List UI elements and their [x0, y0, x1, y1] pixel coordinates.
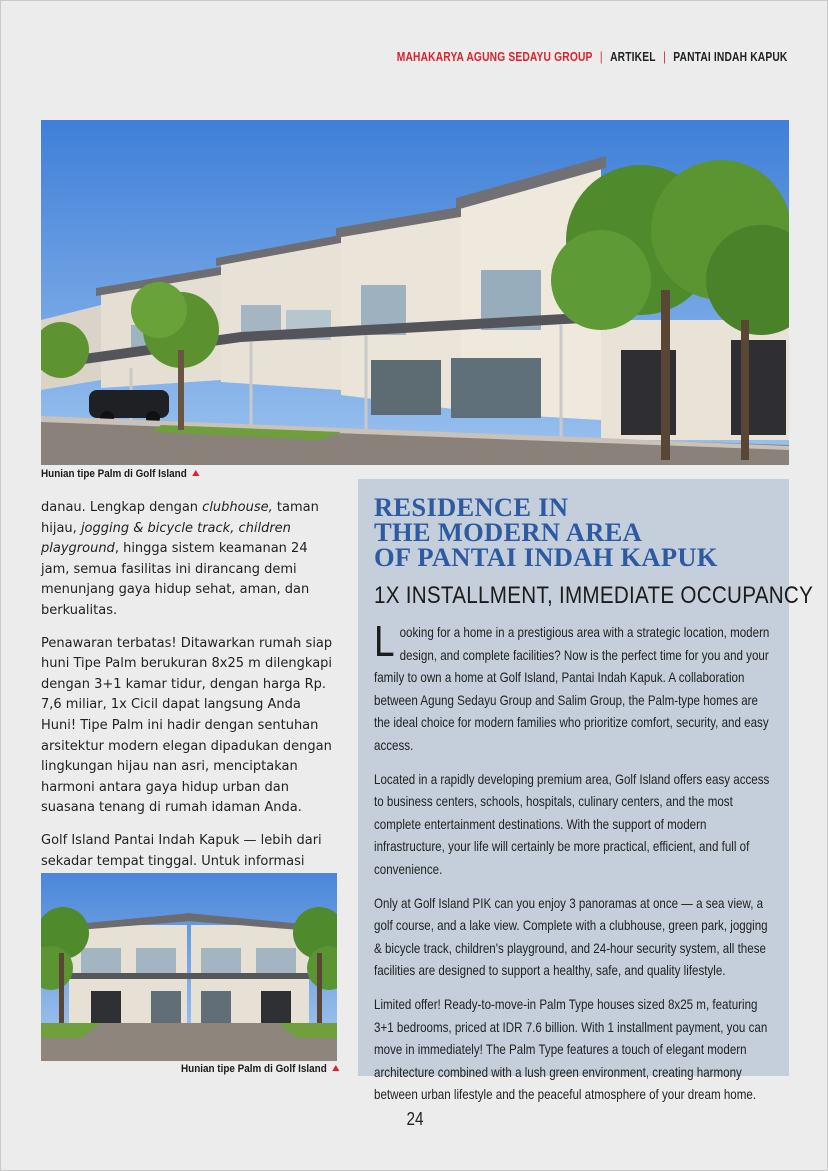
main-house-photo	[41, 120, 789, 465]
feature-paragraph-4: Limited offer! Ready-to-move-in Palm Type houses sized 8x25 m, featuring 3+1 bedrooms, priced at IDR 7.6 billion. With 1 installment payment, you can move in immediately! The Palm Type features a touch of elegant modern architecture combined with a lush green environment, creating harmony between urban lifestyle and the peaceful atmosphere of your dream home.	[374, 996, 768, 1103]
title-line: THE MODERN AREA	[374, 517, 643, 547]
caption-text: Hunian tipe Palm di Golf Island	[41, 468, 187, 480]
left-paragraph-1	[41, 498, 339, 622]
page-header	[396, 50, 787, 64]
title-line: RESIDENCE IN	[374, 492, 569, 522]
triangle-up-icon	[332, 1065, 339, 1071]
small-house-photo	[41, 873, 337, 1061]
left-paragraph-2	[41, 634, 339, 819]
text-run-italic: clubhouse,	[202, 500, 273, 515]
feature-paragraph-1	[374, 617, 774, 758]
small-photo-caption	[181, 1063, 339, 1075]
text-run: , hingga sistem keamanan 24 jam, semua fasilitas ini dirancang demi menunjang gaya hidup sehat, aman, dan berkualitas.	[41, 541, 310, 618]
header-separator: |	[662, 50, 666, 64]
text-run-italic: jogging & bicycle track, children playground	[41, 520, 291, 557]
text-run: danau. Lengkap dengan	[41, 500, 203, 515]
title-line: OF PANTAI INDAH KAPUK	[374, 542, 718, 572]
drop-cap: L	[374, 617, 395, 666]
caption-text: Hunian tipe Palm di Golf Island	[181, 1063, 327, 1075]
header-separator: |	[599, 50, 603, 64]
closing-text: Golf Island Pantai Indah Kapuk — lebih dari sekadar tempat tinggal. Untuk informasi	[41, 832, 322, 869]
left-column-text	[41, 498, 339, 925]
feature-paragraph-2: Located in a rapidly developing premium area, Golf Island offers easy access to business centers, schools, hospitals, culinary centers, and the most complete entertainment destinations. With the support of modern infrastructure, your life will certainly be more practical, efficient, and full of convenience.	[374, 771, 770, 877]
header-location: PANTAI INDAH KAPUK	[672, 50, 787, 64]
feature-subtitle: 1X INSTALLMENT, IMMEDIATE OCCUPANCY	[374, 582, 814, 609]
header-brand: MAHAKARYA AGUNG SEDAYU GROUP	[396, 50, 593, 64]
header-section: ARTIKEL	[609, 50, 656, 64]
feature-box	[358, 479, 814, 1103]
text-run: taman hijau,	[41, 500, 319, 536]
triangle-up-icon	[192, 470, 199, 476]
feature-title	[374, 492, 718, 572]
text-run: Penawaran terbatas! Ditawarkan rumah siap huni Tipe Palm berukuran 8x25 m dilengkapi dengan 3+1 kamar tidur, dengan harga Rp. 7,6 miliar, 1x Cicil dapat langsung Anda Huni! Tipe Palm ini hadir dengan sentuhan arsitektur modern elegan dipadukan dengan lingkungan hijau nan asri, menciptakan harmoni antara gaya hidup urban dan suasana tenang di rumah idaman Anda.	[41, 635, 333, 816]
main-photo-caption	[41, 468, 199, 480]
page-number: 24	[406, 1109, 424, 1129]
feature-paragraph-3: Only at Golf Island PIK can you enjoy 3 panoramas at once — a sea view, a golf course, and a lake view. Complete with a clubhouse, green park, jogging & bicycle track, children's playground, and 24-hour security system, all these facilities are designed to support a healthy, safe, and quality lifestyle.	[374, 895, 768, 979]
paragraph-text: ooking for a home in a prestigious area with a strategic location, modern design, and complete facilities? Now is the perfect time for you and your family to own a home at Golf Island, Pantai Indah Kapuk. A collaboration between Agung Sedayu Group and Salim Group, the Palm-type homes are the ideal choice for modern families who prioritize comfort, security, and easy access.	[374, 625, 770, 753]
feature-body	[374, 617, 774, 1118]
